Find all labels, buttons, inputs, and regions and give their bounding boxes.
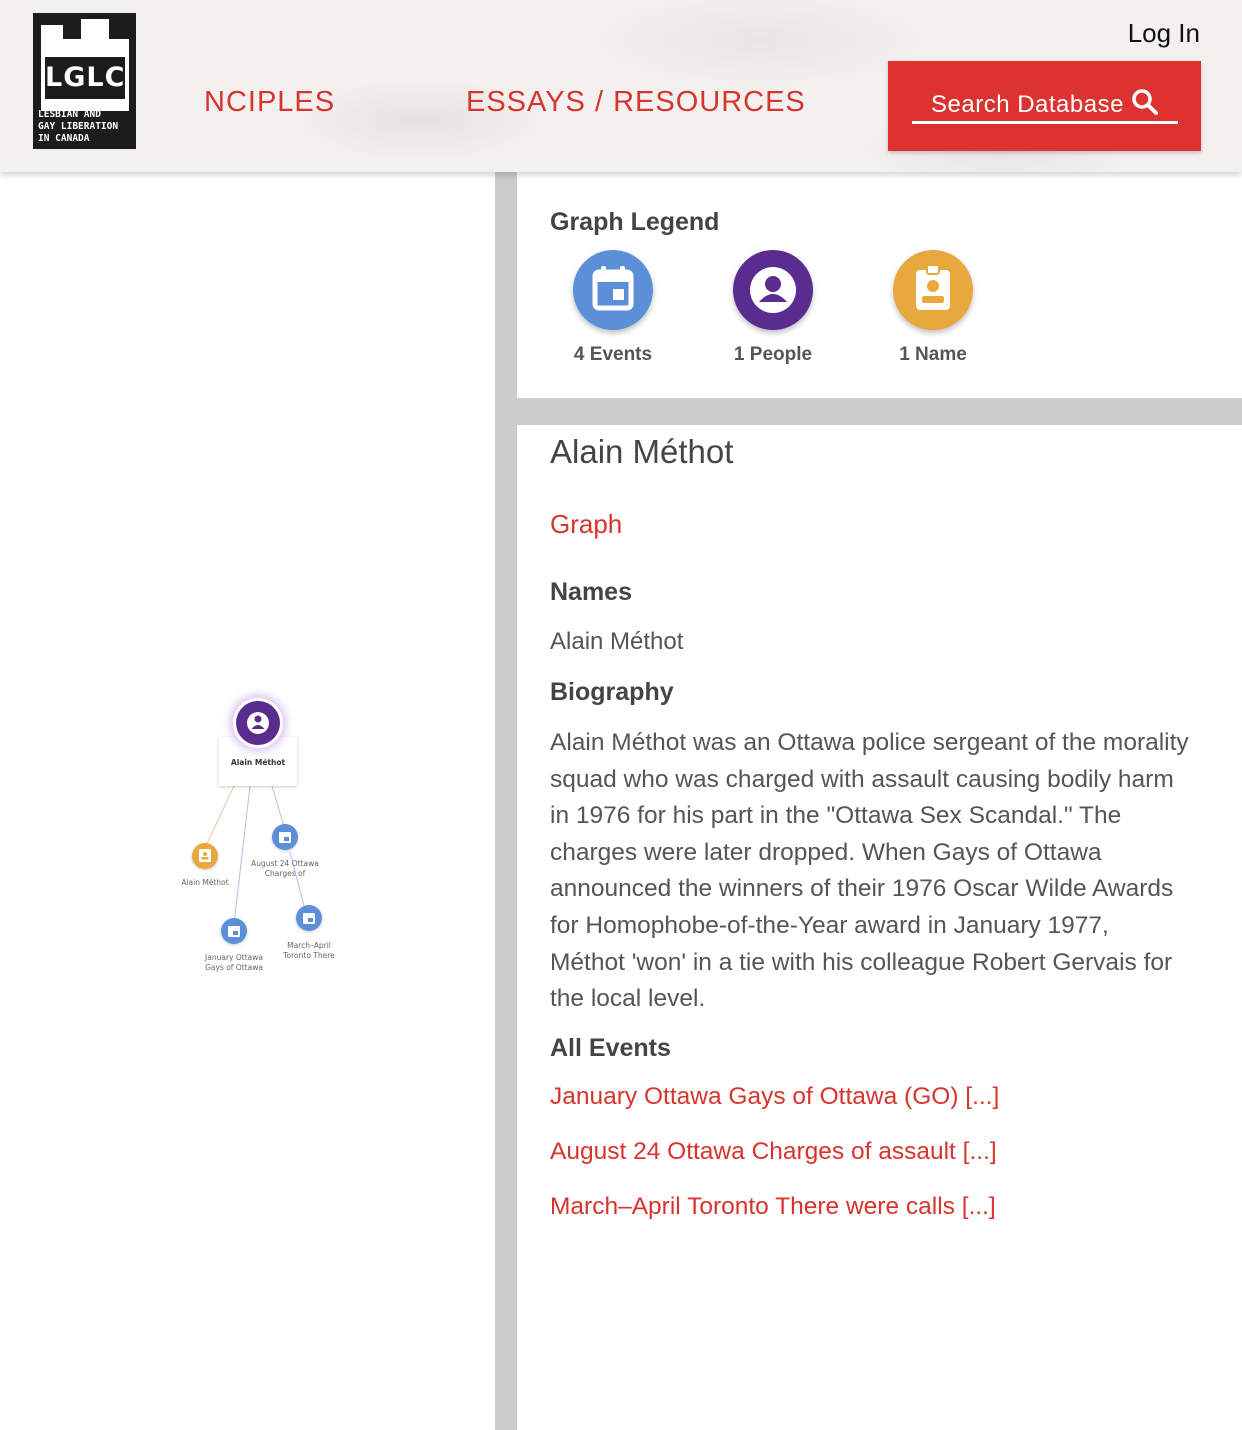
- legend-item-events[interactable]: [553, 250, 673, 366]
- graph-node-name[interactable]: [181, 843, 228, 887]
- legend-label: 1 People: [733, 344, 813, 365]
- person-icon-inner: [247, 712, 269, 734]
- calendar-icon-header: [279, 832, 291, 835]
- badge-icon-head: [203, 852, 207, 856]
- relationship-graph[interactable]: [0, 172, 495, 1430]
- site-header: [0, 0, 1242, 172]
- event-link[interactable]: March–April Toronto There were calls [...]: [550, 1193, 996, 1220]
- legend-item-people[interactable]: [713, 250, 833, 366]
- legend-item-names[interactable]: [873, 250, 993, 366]
- graph-node-label: March–April: [287, 941, 331, 950]
- graph-link[interactable]: Graph: [550, 509, 623, 539]
- biography-heading: Biography: [550, 678, 674, 706]
- graph-edge: [234, 786, 250, 924]
- search-database-label: Search Database: [931, 91, 1124, 118]
- graph-edge: [272, 786, 285, 830]
- graph-node-label: Gays of Ottawa: [205, 963, 263, 972]
- logo-subtitle: LESBIAN AND GAY LIBERATION IN CANADA: [38, 109, 119, 144]
- graph-panel[interactable]: [0, 172, 495, 1430]
- names-heading: Names: [550, 578, 632, 606]
- person-icon: [733, 250, 813, 330]
- badge-icon-glyph: [893, 250, 973, 330]
- all-events-heading: All Events: [550, 1034, 671, 1062]
- graph-edge: [205, 786, 234, 848]
- nav-item-essays-resources[interactable]: ESSAYS / RESOURCES: [466, 86, 806, 118]
- graph-node-label: Charges of: [264, 869, 306, 878]
- calendar-icon-day: [284, 837, 289, 841]
- graph-node-event[interactable]: [251, 824, 319, 878]
- detail-panel: [517, 425, 1242, 1430]
- names-value: Alain Méthot: [550, 628, 684, 655]
- calendar-icon-glyph: [573, 250, 653, 330]
- calendar-icon-day: [308, 918, 313, 922]
- nav-item-principles[interactable]: NCIPLES: [204, 86, 336, 118]
- logo-mark: LGLC: [45, 57, 125, 99]
- event-link[interactable]: August 24 Ottawa Charges of assault [...]: [550, 1138, 997, 1165]
- graph-node-event[interactable]: [282, 905, 335, 960]
- legend-label: 4 Events: [573, 344, 653, 365]
- person-icon-head: [255, 716, 262, 723]
- page-title: Alain Méthot: [550, 433, 734, 470]
- badge-icon-body: [202, 857, 209, 860]
- graph-node-label: August 24 Ottawa: [251, 859, 319, 868]
- graph-node-label: Alain Méthot: [181, 878, 229, 887]
- graph-node-label: January Ottawa: [205, 953, 263, 962]
- badge-icon: [893, 250, 973, 330]
- event-link[interactable]: January Ottawa Gays of Ottawa (GO) [...]: [550, 1083, 1000, 1110]
- legend-label: 1 Name: [899, 344, 967, 365]
- panel-divider-horizontal[interactable]: [517, 398, 1242, 425]
- lglc-logo[interactable]: [33, 13, 136, 149]
- panel-divider-vertical[interactable]: [495, 172, 517, 1430]
- graph-node-label: Alain Méthot: [230, 758, 286, 767]
- graph-node-center[interactable]: [219, 694, 297, 786]
- graph-node-label: Toronto There: [283, 951, 335, 960]
- graph-legend-panel: [517, 172, 1242, 398]
- login-link[interactable]: Log In: [1127, 18, 1200, 48]
- calendar-icon: [573, 250, 653, 330]
- graph-node-event[interactable]: [204, 918, 263, 972]
- legend-title: Graph Legend: [550, 208, 720, 236]
- calendar-icon-day: [233, 931, 238, 935]
- biography-text: Alain Méthot was an Ottawa police sergeant of the morality squad who was charged with assault causing bodily harm in 1976 for his part in the "Ottawa Sex Scandal." The charges were later dropped. When Gays of Ottawa announced the winners of their 1976 Oscar Wilde Awards for Homophobe-of-the-Year award in January 1977, Méthot 'won' in a tie with his colleague Robert Gervais for the local level.: [550, 729, 1189, 1013]
- search-icon: [1131, 88, 1159, 116]
- search-database-button[interactable]: [888, 61, 1201, 151]
- person-icon-glyph: [733, 250, 813, 330]
- search-underline: [912, 121, 1178, 124]
